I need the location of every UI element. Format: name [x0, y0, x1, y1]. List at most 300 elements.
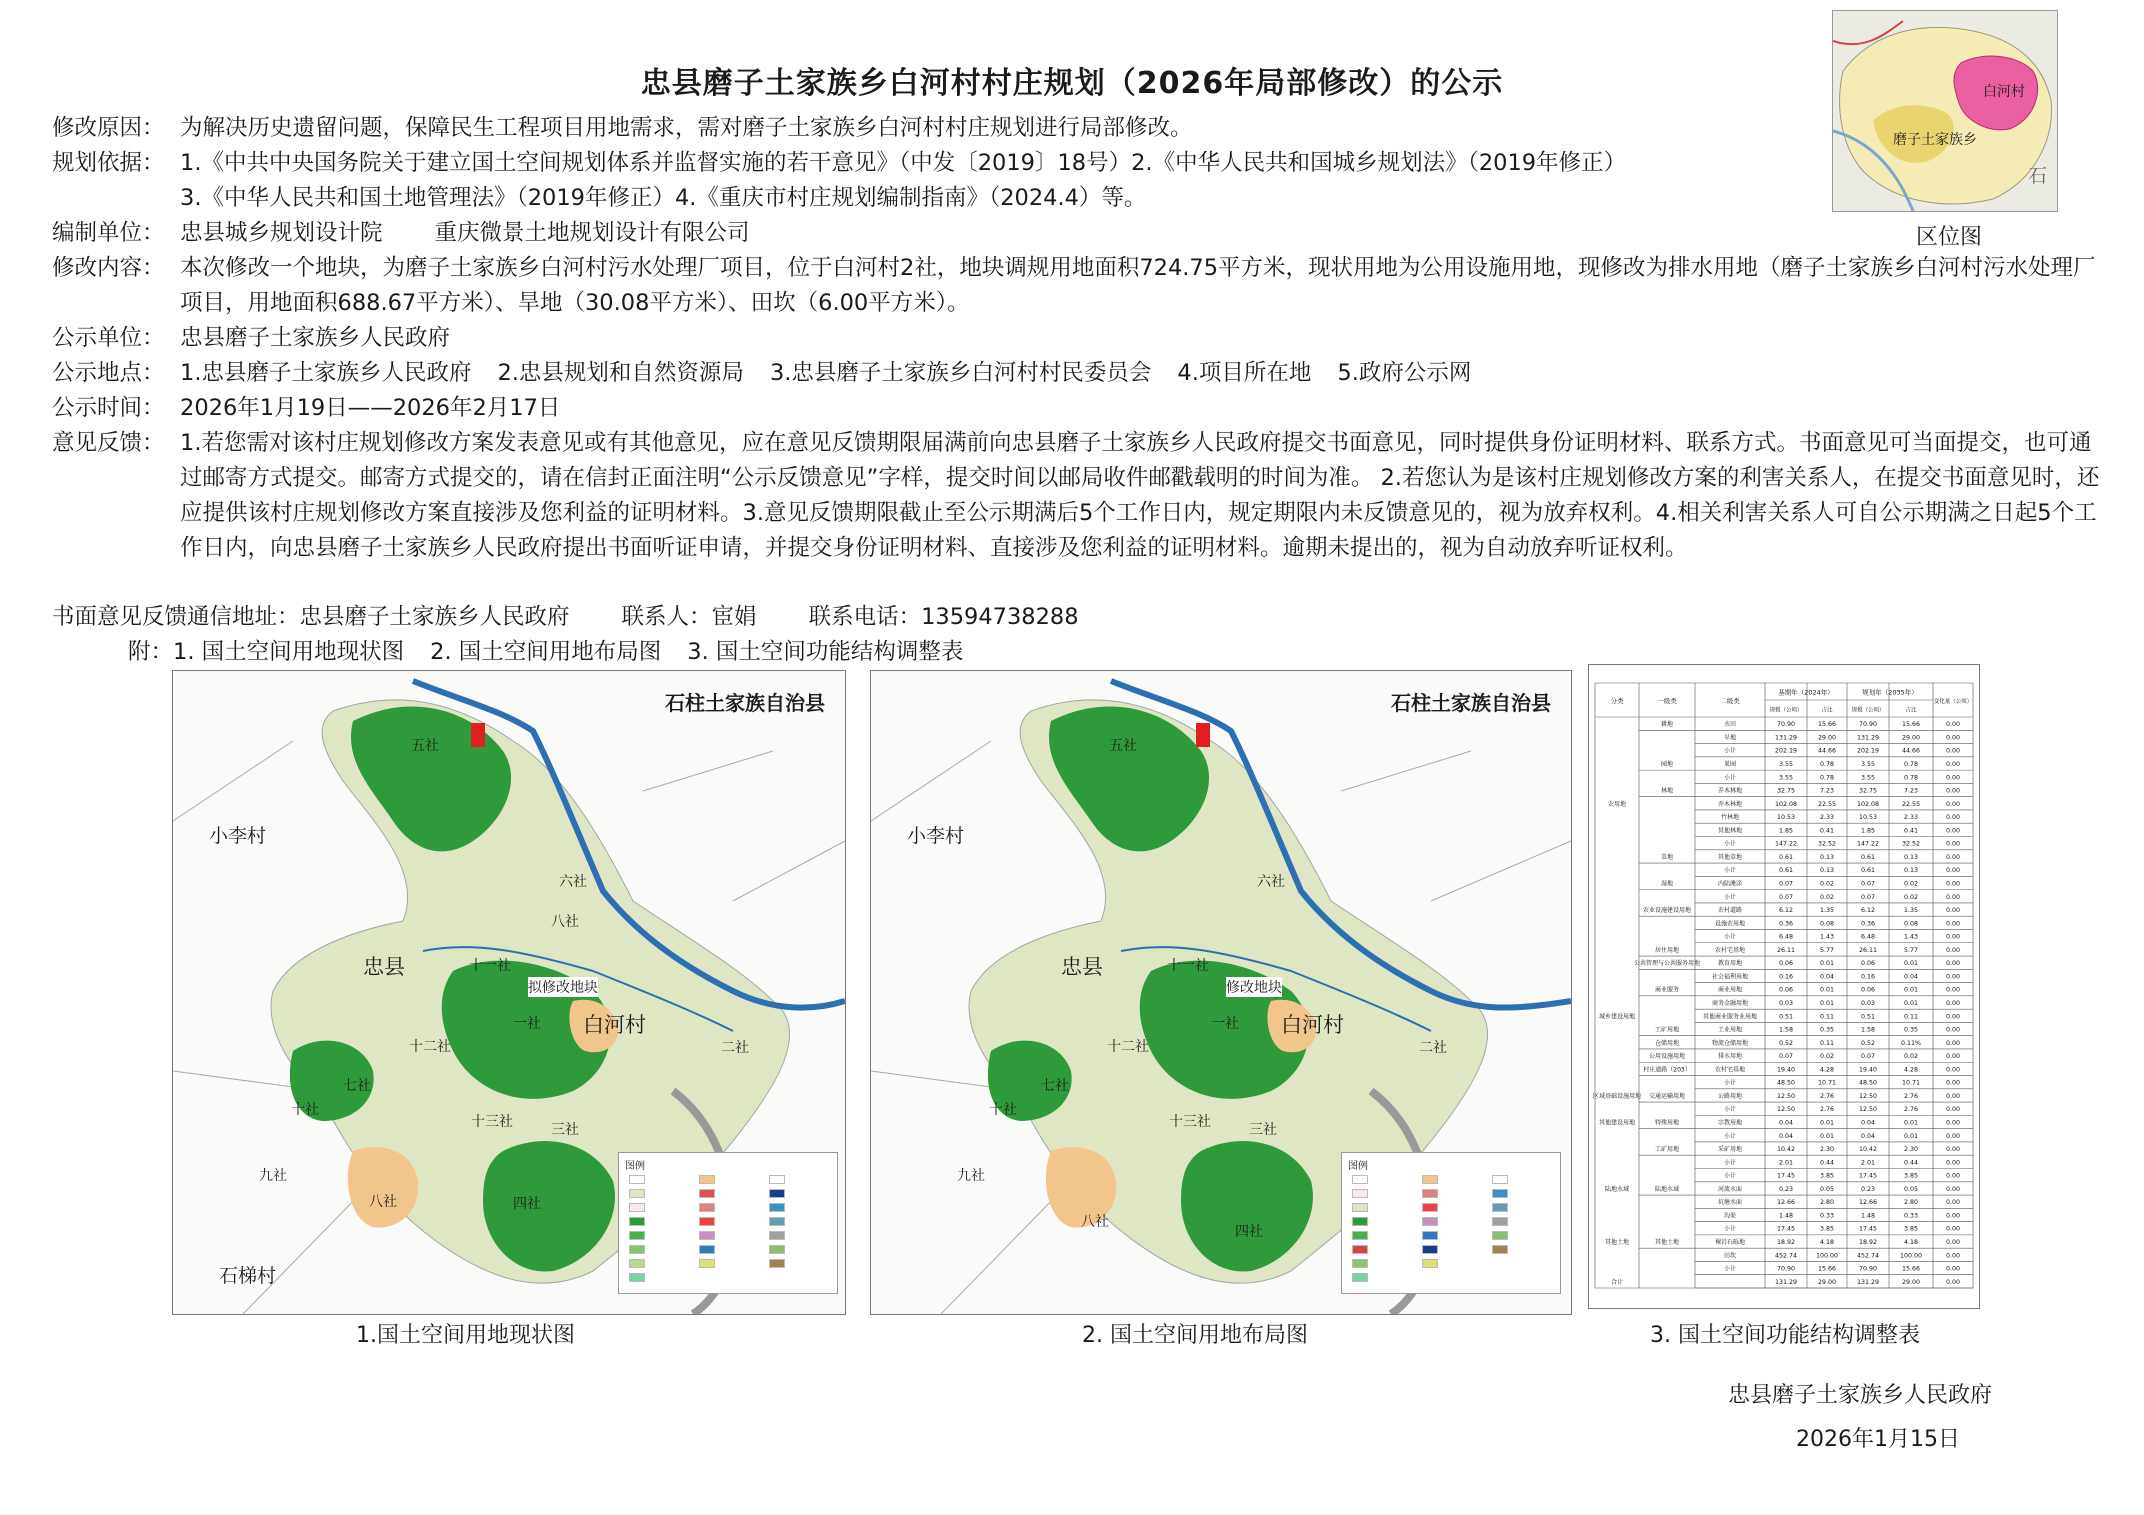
table-cell: 0.06 [1860, 986, 1876, 994]
content-label: 修改内容： [52, 255, 165, 281]
table-cell: 物流仓储用地 [1711, 1039, 1749, 1047]
table-cell: 3.85 [1819, 1172, 1835, 1180]
table-subheader: 规模（公顷） [1769, 707, 1803, 714]
table-cell: 18.92 [1858, 1239, 1878, 1247]
table-cell: 农村宅基地 [1714, 1066, 1746, 1074]
map-label-xiaoli: 小李村 [209, 825, 267, 847]
table-cell: 0.00 [1945, 1225, 1961, 1233]
table-cell: 1.48 [1860, 1212, 1876, 1220]
table-cell: 0.08 [1903, 920, 1919, 928]
table-cell: 0.01 [1903, 1000, 1919, 1007]
feedback-label: 意见反馈： [52, 430, 165, 456]
table-cell: 19.40 [1776, 1066, 1796, 1074]
table-cell: 0.44 [1819, 1159, 1835, 1167]
table-cell: 小计 [1723, 747, 1737, 755]
table-cell: 0.00 [1945, 1239, 1961, 1247]
table-cell: 29.00 [1901, 734, 1921, 742]
table-cell: 0.07 [1860, 893, 1876, 901]
table-cell: 100.00 [1899, 1252, 1923, 1260]
feedback-row [52, 426, 2112, 566]
location-map-caption: 区位图 [1916, 225, 1983, 250]
map-legend [1341, 1152, 1561, 1294]
map-she-label: 十三社 [1169, 1114, 1211, 1130]
map-label-site: 拟修改地块 [528, 977, 598, 997]
table-cell: 城乡建设用地 [1598, 1013, 1636, 1021]
table-cell: 0.00 [1945, 1079, 1961, 1087]
table-cell: 32.75 [1858, 787, 1878, 795]
table-cell: 湿地 [1660, 880, 1674, 888]
place-item: 1.忠县磨子土家族乡人民政府 [180, 360, 472, 386]
location-label-shi: 石 [2028, 165, 2048, 187]
table-subheader: 占比 [1905, 707, 1917, 714]
table-cell: 4.28 [1903, 1066, 1919, 1074]
table-cell: 2.80 [1819, 1199, 1835, 1207]
table-cell: 林地 [1660, 787, 1674, 795]
table-cell: 0.00 [1945, 867, 1961, 875]
map-she-label: 二社 [721, 1040, 749, 1056]
table-cell: 32.52 [1817, 840, 1837, 848]
table-cell: 合计 [1610, 1278, 1624, 1286]
reason-row [52, 111, 2112, 146]
table-cell: 0.78 [1819, 774, 1835, 782]
table-cell: 0.04 [1860, 1119, 1876, 1127]
table-cell: 0.41 [1819, 827, 1835, 835]
table-cell: 0.00 [1945, 893, 1961, 901]
table-cell: 0.03 [1860, 1000, 1876, 1007]
map-2-caption: 2. 国土空间用地布局图 [1082, 1323, 1308, 1348]
table-cell: 22.55 [1901, 800, 1921, 808]
publisher-text: 忠县磨子土家族乡人民政府 [180, 325, 451, 351]
table-cell: 19.40 [1858, 1066, 1878, 1074]
table-cell: 其他草地 [1717, 853, 1743, 861]
table-cell: 48.50 [1858, 1079, 1878, 1087]
table-cell: 0.00 [1945, 1026, 1961, 1034]
table-cell: 0.04 [1778, 1119, 1794, 1127]
table-cell: 5.77 [1819, 946, 1835, 954]
table-cell: 0.13 [1903, 867, 1919, 875]
map-she-label: 三社 [551, 1122, 579, 1138]
table-cell: 工矿用地 [1654, 1146, 1680, 1154]
table-cell: 0.11 [1903, 1013, 1919, 1021]
table-cell: 小计 [1723, 1106, 1737, 1114]
table-cell: 0.01 [1903, 1132, 1919, 1140]
period-label: 公示时间： [52, 395, 165, 421]
table-cell: 10.42 [1858, 1146, 1878, 1154]
location-label-village: 白河村 [1983, 84, 2025, 100]
attachments-label: 附： [128, 639, 174, 665]
table-cell: 6.48 [1778, 933, 1794, 941]
table-cell: 0.08 [1819, 920, 1835, 928]
table-caption: 3. 国土空间功能结构调整表 [1650, 1323, 1920, 1348]
table-cell: 29.00 [1901, 1278, 1921, 1286]
table-cell: 0.23 [1860, 1185, 1876, 1193]
issue-date: 2026年1月15日 [1796, 1427, 1960, 1452]
basis-line2: 3.《中华人民共和国土地管理法》（2019年修正）4.《重庆市村庄规划编制指南》（2024.4）等。 [180, 185, 1147, 211]
publisher-row [52, 321, 2112, 356]
map-she-label: 十三社 [471, 1114, 513, 1130]
feedback-text: 1.若您需对该村庄规划修改方案发表意见或有其他意见，应在意见反馈期限届满前向忠县磨子土家族乡人民政府提交书面意见，同时提供身份证明材料、联系方式。书面意见可当面提交，也可通过邮寄方式提交。邮寄方式提交的，请在信封正面注明“公示反馈意见”字样，提交时间以邮局收件邮戳载明的时间为准。 2.若您认为是该村庄规划修改方案的利害关系人，在提交书面意见时，还应提供该村庄规划修改方案直接涉及您利益的证明材料。3.意见反馈期限截止至公示期满后5个工作日内，规定期限内未反馈意见的，视为放弃权利。4.相关利害关系人可自公示期满之日起5个工作日内，向忠县磨子土家族乡人民政府提出书面听证申请，并提交身份证明材料、直接涉及您利益的证明材料。逾期未提出的，视为自动放弃听证权利。 [180, 430, 2100, 561]
table-cell: 1.58 [1778, 1026, 1794, 1034]
map-she-label: 七社 [343, 1078, 371, 1094]
table-cell: 6.12 [1860, 907, 1876, 915]
table-cell: 0.02 [1903, 880, 1919, 888]
table-cell: 102.08 [1774, 800, 1798, 808]
table-cell: 1.43 [1903, 933, 1919, 941]
table-cell: 70.90 [1776, 1265, 1796, 1273]
map-she-label: 六社 [1257, 874, 1285, 890]
page-title: 忠县磨子土家族乡白河村村庄规划（2026年局部修改）的公示 [640, 66, 1504, 101]
table-cell: 小计 [1723, 893, 1737, 901]
table-cell: 0.00 [1945, 880, 1961, 888]
table-cell: 0.13 [1819, 867, 1835, 875]
table-cell: 农业设施建设用地 [1642, 907, 1692, 915]
table-cell: 2.76 [1819, 1092, 1835, 1100]
table-cell: 32.75 [1776, 787, 1796, 795]
table-cell: 农用地 [1607, 800, 1627, 808]
table-cell: 12.66 [1858, 1199, 1878, 1207]
table-cell: 0.02 [1819, 880, 1835, 888]
table-cell: 3.55 [1778, 774, 1794, 782]
table-cell: 商务金融用地 [1711, 1000, 1749, 1007]
table-cell: 0.00 [1945, 1278, 1961, 1286]
table-cell: 131.29 [1856, 734, 1880, 742]
table-cell: 1.58 [1860, 1026, 1876, 1034]
table-cell: 3.85 [1819, 1225, 1835, 1233]
map-she-label: 十社 [989, 1102, 1017, 1118]
content-text: 本次修改一个地块，为磨子土家族乡白河村污水处理厂项目，位于白河村2社，地块调规用地面积724.75平方米，现状用地为公用设施用地，现修改为排水用地（磨子土家族乡白河村污水处理厂项目，用地面积688.67平方米）、旱地（30.08平方米）、田坎（6.00平方米）。 [180, 255, 2096, 316]
table-cell: 0.00 [1945, 747, 1961, 755]
table-cell: 果园 [1723, 760, 1737, 768]
place-item: 5.政府公示网 [1337, 360, 1472, 386]
reason-label: 修改原因： [52, 115, 165, 141]
map-she-label: 一社 [513, 1016, 541, 1032]
table-cell: 0.00 [1945, 774, 1961, 782]
map-she-label: 九社 [957, 1168, 985, 1184]
map-label-village: 白河村 [583, 1013, 646, 1037]
table-cell: 1.35 [1903, 907, 1919, 915]
table-cell: 10.53 [1776, 814, 1796, 822]
location-label-township: 磨子土家族乡 [1893, 132, 1977, 148]
map-she-label: 八社 [1081, 1214, 1109, 1230]
table-cell: 1.43 [1819, 933, 1835, 941]
table-cell: 0.00 [1945, 721, 1961, 729]
table-cell: 0.36 [1778, 920, 1794, 928]
table-cell: 0.52 [1778, 1039, 1794, 1047]
table-cell: 0.02 [1903, 1053, 1919, 1061]
table-cell: 0.16 [1778, 973, 1794, 981]
table-cell: 452.74 [1774, 1252, 1798, 1260]
table-cell: 70.90 [1776, 721, 1796, 729]
table-cell: 131.29 [1856, 1278, 1880, 1286]
table-cell: 竹林地 [1720, 814, 1740, 822]
basis-label: 规划依据： [52, 150, 165, 176]
function-adjustment-table [1588, 664, 1980, 1309]
table-cell: 小计 [1723, 1079, 1737, 1087]
table-cell: 0.00 [1945, 1212, 1961, 1220]
table-cell: 131.29 [1774, 734, 1798, 742]
table-cell: 202.19 [1774, 747, 1798, 755]
table-cell: 0.07 [1860, 1053, 1876, 1061]
table-cell: 17.45 [1776, 1172, 1796, 1180]
table-cell: 0.51 [1860, 1013, 1876, 1021]
table-cell: 0.13 [1819, 853, 1835, 861]
table-cell: 0.00 [1945, 907, 1961, 915]
table-cell: 0.00 [1945, 787, 1961, 795]
table-cell: 0.35 [1819, 1026, 1835, 1034]
table-cell: 0.00 [1945, 1172, 1961, 1180]
table-cell: 12.50 [1776, 1092, 1796, 1100]
table-cell: 农村宅基地 [1714, 946, 1746, 954]
table-cell: 2.33 [1819, 814, 1835, 822]
table-cell: 0.04 [1903, 973, 1919, 981]
contact-person-label: 联系人： [621, 604, 712, 630]
table-cell: 0.00 [1945, 1092, 1961, 1100]
map-label-shiti: 石梯村 [219, 1265, 277, 1287]
table-cell: 10.71 [1901, 1079, 1921, 1087]
signature: 忠县磨子土家族乡人民政府 [1728, 1383, 1993, 1408]
table-cell: 147.22 [1856, 840, 1880, 848]
table-cell: 0.02 [1819, 893, 1835, 901]
table-cell: 26.11 [1858, 946, 1878, 954]
table-cell: 0.04 [1860, 1132, 1876, 1140]
attachment-item: 1. 国土空间用地现状图 [173, 639, 405, 665]
table-cell: 7.23 [1903, 787, 1919, 795]
map-she-label: 九社 [259, 1168, 287, 1184]
table-cell: 15.66 [1901, 721, 1921, 729]
table-cell: 社会福利用地 [1711, 973, 1749, 981]
table-cell: 29.00 [1817, 734, 1837, 742]
table-cell: 0.52 [1860, 1039, 1876, 1047]
table-cell: 10.71 [1817, 1079, 1837, 1087]
table-cell: 6.12 [1778, 907, 1794, 915]
table-cell: 29.00 [1817, 1278, 1837, 1286]
table-cell: 0.44 [1903, 1159, 1919, 1167]
contact-address: 忠县磨子土家族乡人民政府 [299, 604, 570, 630]
map-she-label: 四社 [513, 1196, 541, 1212]
table-cell: 排水用地 [1717, 1053, 1743, 1061]
table-header: 变化量（公顷） [1933, 699, 1973, 705]
table-cell: 4.28 [1819, 1066, 1835, 1074]
map-she-label: 八社 [369, 1194, 397, 1210]
table-cell: 0.00 [1945, 800, 1961, 808]
table-cell: 26.11 [1776, 946, 1796, 954]
table-cell: 0.00 [1945, 1252, 1961, 1260]
compiler-unit-2: 重庆微景土地规划设计有限公司 [434, 220, 750, 246]
table-cell: 0.33 [1903, 1212, 1919, 1220]
place-item: 4.项目所在地 [1177, 360, 1312, 386]
table-cell: 0.61 [1860, 853, 1876, 861]
table-cell: 0.01 [1903, 986, 1919, 994]
table-cell: 3.55 [1778, 760, 1794, 768]
map-label-site: 修改地块 [1226, 977, 1282, 997]
table-cell: 其他土地 [1604, 1239, 1630, 1247]
period-row [52, 391, 2112, 426]
table-cell: 商业用地 [1717, 986, 1743, 994]
table-header: 规划年（2035年） [1862, 688, 1918, 697]
table-cell: 0.01 [1819, 1000, 1835, 1007]
table-cell: 0.00 [1945, 814, 1961, 822]
table-cell: 17.45 [1776, 1225, 1796, 1233]
map-she-label: 十社 [291, 1102, 319, 1118]
table-cell: 交通运输用地 [1648, 1092, 1686, 1100]
table-cell: 2.33 [1903, 814, 1919, 822]
table-cell: 0.61 [1778, 853, 1794, 861]
map-she-label: 五社 [1109, 738, 1137, 754]
table-cell: 0.00 [1945, 1000, 1961, 1007]
table-cell: 0.04 [1778, 1132, 1794, 1140]
table-cell: 0.00 [1945, 1265, 1961, 1273]
compiler-unit-1: 忠县城乡规划设计院 [180, 220, 383, 246]
table-cell: 2.30 [1903, 1146, 1919, 1154]
table-cell: 7.23 [1819, 787, 1835, 795]
table-cell: 0.00 [1945, 827, 1961, 835]
contact-phone-label: 联系电话： [808, 604, 922, 630]
table-cell: 0.11 [1819, 1013, 1835, 1021]
table-cell: 0.00 [1945, 960, 1961, 968]
table-cell: 3.85 [1903, 1225, 1919, 1233]
table-cell: 48.50 [1776, 1079, 1796, 1087]
map-she-label: 六社 [559, 874, 587, 890]
table-cell: 70.90 [1858, 1265, 1878, 1273]
map-label-zhongxian: 忠县 [363, 955, 405, 979]
table-cell: 0.05 [1903, 1185, 1919, 1193]
compiler-row [52, 216, 2112, 251]
table-subheader: 规模（公顷） [1851, 707, 1885, 714]
location-map [1832, 10, 2058, 212]
table-cell: 宗教用地 [1717, 1119, 1743, 1127]
table-cell: 0.06 [1860, 960, 1876, 968]
table-cell: 其他商业服务业用地 [1702, 1013, 1758, 1021]
table-cell: 6.48 [1860, 933, 1876, 941]
table-cell: 0.01 [1819, 960, 1835, 968]
table-cell: 12.50 [1776, 1106, 1796, 1114]
table-cell: 10.42 [1776, 1146, 1796, 1154]
table-cell: 44.66 [1817, 747, 1837, 755]
attachment-item: 3. 国土空间功能结构调整表 [687, 639, 964, 665]
table-cell: 0.00 [1945, 840, 1961, 848]
table-cell: 18.92 [1776, 1239, 1796, 1247]
table-cell: 旱地 [1723, 734, 1737, 742]
table-cell: 0.00 [1945, 853, 1961, 861]
legend-title: 图例 [1348, 1161, 1368, 1172]
contact-label: 书面意见反馈通信地址： [52, 604, 300, 630]
table-cell: 0.00 [1945, 1119, 1961, 1127]
table-cell: 0.00 [1945, 760, 1961, 768]
table-cell: 1.85 [1860, 827, 1876, 835]
table-cell: 0.33 [1819, 1212, 1835, 1220]
table-cell: 0.02 [1819, 1053, 1835, 1061]
table-cell: 0.78 [1903, 760, 1919, 768]
table-cell: 0.00 [1945, 986, 1961, 994]
contact-person: 宦娟 [711, 604, 757, 630]
table-cell: 0.78 [1903, 774, 1919, 782]
table-cell: 仓储用地 [1654, 1039, 1680, 1047]
table-cell: 17.45 [1858, 1172, 1878, 1180]
table-cell: 0.00 [1945, 920, 1961, 928]
table-cell: 1.35 [1819, 907, 1835, 915]
table-cell: 0.01 [1819, 1119, 1835, 1127]
table-cell: 0.00 [1945, 1199, 1961, 1207]
map-she-label: 八社 [551, 914, 579, 930]
table-cell: 5.77 [1903, 946, 1919, 954]
table-cell: 0.11 [1819, 1039, 1835, 1047]
table-cell: 147.22 [1774, 840, 1798, 848]
places-row [52, 356, 2112, 391]
table-cell: 32.52 [1901, 840, 1921, 848]
table-cell: 2.76 [1903, 1092, 1919, 1100]
table-cell: 裸岩石砾地 [1714, 1239, 1746, 1247]
table-cell: 内陆滩涂 [1717, 880, 1743, 888]
table-cell: 0.16 [1860, 973, 1876, 981]
table-cell: 村庄道路（203） [1643, 1066, 1691, 1074]
table-cell: 公路用地 [1717, 1092, 1743, 1100]
map-she-label: 三社 [1249, 1122, 1277, 1138]
table-cell: 陆地水域 [1654, 1185, 1680, 1193]
table-cell: 0.03 [1778, 1000, 1794, 1007]
table-cell: 0.00 [1945, 1159, 1961, 1167]
table-cell: 0.01 [1903, 960, 1919, 968]
table-cell: 0.01 [1819, 1132, 1835, 1140]
table-cell: 1.48 [1778, 1212, 1794, 1220]
table-cell: 0.61 [1778, 867, 1794, 875]
table-cell: 0.00 [1945, 734, 1961, 742]
table-cell: 小计 [1723, 840, 1737, 848]
map-label-zhongxian: 忠县 [1061, 955, 1103, 979]
table-cell: 0.02 [1903, 893, 1919, 901]
map-she-label: 五社 [411, 738, 439, 754]
table-cell: 0.04 [1819, 973, 1835, 981]
table-cell: 0.00 [1945, 1013, 1961, 1021]
map-she-label: 十二社 [409, 1039, 451, 1055]
table-header: 基期年（2024年） [1778, 688, 1834, 697]
map-label-xiaoli: 小李村 [907, 825, 965, 847]
table-cell: 采矿用地 [1717, 1146, 1743, 1154]
table-cell: 河流水面 [1717, 1185, 1743, 1193]
contact-phone: 13594738288 [921, 604, 1079, 630]
table-cell: 小计 [1723, 1265, 1737, 1273]
publisher-label: 公示单位： [52, 325, 165, 351]
map-legend [618, 1152, 838, 1294]
table-cell: 公用设施用地 [1648, 1053, 1686, 1061]
table-cell: 0.51 [1778, 1013, 1794, 1021]
map-she-label: 七社 [1041, 1078, 1069, 1094]
table-cell: 15.66 [1901, 1265, 1921, 1273]
table-cell: 70.90 [1858, 721, 1878, 729]
table-cell: 0.23 [1778, 1185, 1794, 1193]
map-she-label: 十一社 [469, 958, 511, 974]
table-cell: 0.00 [1945, 946, 1961, 954]
table-cell: 小计 [1723, 1159, 1737, 1167]
map-she-label: 十二社 [1107, 1039, 1149, 1055]
table-cell: 202.19 [1856, 747, 1880, 755]
table-cell: 0.06 [1778, 986, 1794, 994]
basis-line1: 1.《中共中央国务院关于建立国土空间规划体系并监督实施的若干意见》（中发〔2019〕18号）2.《中华人民共和国城乡规划法》（2019年修正） [180, 150, 1627, 176]
table-cell: 小计 [1723, 867, 1737, 875]
table-cell: 0.00 [1945, 1106, 1961, 1114]
table-cell: 耕地 [1660, 721, 1674, 729]
map-she-label: 一社 [1211, 1016, 1239, 1032]
table-cell: 102.08 [1856, 800, 1880, 808]
table-cell: 4.18 [1819, 1239, 1835, 1247]
table-cell: 0.01 [1819, 986, 1835, 994]
table-cell: 3.85 [1903, 1172, 1919, 1180]
table-cell: 乔木林地 [1717, 800, 1743, 808]
map-she-label: 四社 [1235, 1224, 1263, 1240]
table-cell: 农村道路 [1717, 907, 1743, 915]
table-cell: 设施农用地 [1714, 920, 1746, 928]
table-cell: 44.66 [1901, 747, 1921, 755]
table-cell: 4.18 [1903, 1239, 1919, 1247]
